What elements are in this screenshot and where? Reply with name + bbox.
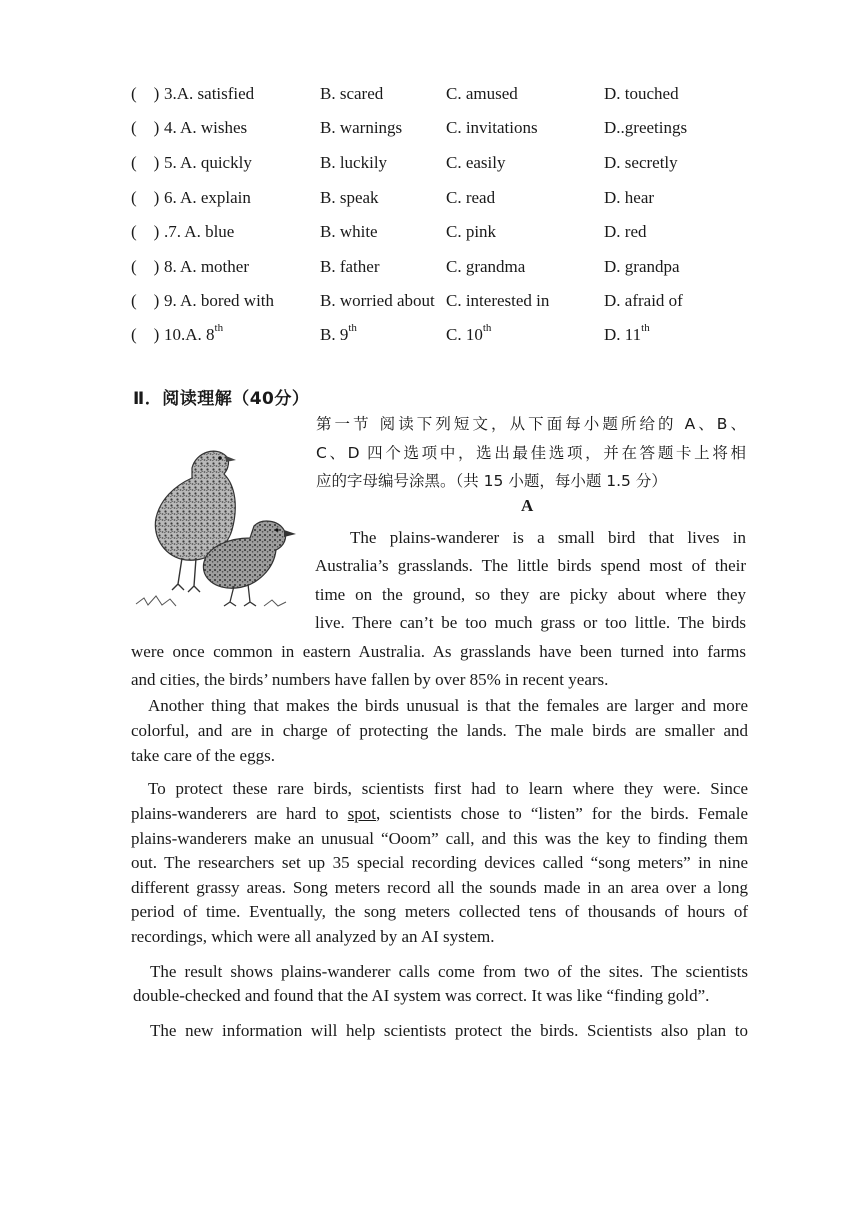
passage-letter: A (521, 496, 534, 515)
option-b: B. speak (320, 188, 379, 207)
answer-blank: ( ) (131, 84, 160, 103)
answer-blank: ( ) (131, 325, 160, 344)
passage-line: To protect these rare birds, scientists first had to learn where they were. Since (148, 779, 748, 798)
passage-line: The plains-wanderer is a small bird that lives in (350, 528, 746, 547)
ordinal-suffix: th (348, 322, 357, 335)
option-d (604, 322, 650, 348)
option-d: D. secretly (604, 153, 678, 172)
passage-line: were once common in eastern Australia. As grasslands have been turned into farms (131, 642, 746, 661)
question-row (131, 150, 771, 176)
passage-line: plains-wanderers make an unusual “Ooom” call, and this was the key to finding them (131, 829, 748, 848)
option-b: B. luckily (320, 153, 388, 172)
option-c-text: C. 10 (446, 325, 483, 344)
answer-blank: ( ) (131, 188, 160, 207)
instruction-line: C、D 四个选项中，选出最佳选项，并在答题卡上将相 (316, 444, 746, 462)
ordinal-suffix: th (214, 322, 224, 335)
passage-line: The result shows plains-wanderer calls come from two of the sites. The scientists (150, 962, 748, 981)
question-row (131, 254, 771, 280)
passage-line: out. The researchers set up 35 special recording devices called “song meters” in nine (131, 853, 748, 872)
passage-line: double-checked and found that the AI system was correct. It was like “finding gold”. (133, 986, 710, 1005)
passage-line: recordings, which were all analyzed by an AI system. (131, 927, 495, 946)
option-a-text: 10.A. 8 (164, 325, 215, 344)
option-a: .7. A. blue (164, 222, 235, 241)
passage-line: time on the ground, so they are picky about where they (315, 585, 746, 604)
question-row (131, 81, 771, 107)
option-c: C. interested in (446, 291, 550, 310)
passage-line: take care of the eggs. (131, 746, 275, 765)
option-a: 6. A. explain (164, 188, 251, 207)
option-b: B. warnings (320, 118, 403, 137)
instruction-line: 应的字母编号涂黑。（共 15 小题，每小题 1.5 分） (316, 472, 667, 490)
answer-blank: ( ) (131, 257, 160, 276)
option-d: D. touched (604, 84, 679, 103)
section-title: Ⅱ．阅读理解（40分） (133, 389, 310, 409)
option-d: D. red (604, 222, 647, 241)
option-c (446, 322, 491, 348)
option-d: D. grandpa (604, 257, 680, 276)
option-d: D..greetings (604, 118, 688, 137)
option-a: 8. A. mother (164, 257, 249, 276)
question-row (131, 219, 771, 245)
question-row (131, 115, 771, 141)
underlined-word: spot (347, 804, 376, 823)
option-c: C. pink (446, 222, 497, 241)
option-d-text: D. 11 (604, 325, 642, 344)
passage-line: live. There can’t be too much grass or too little. The birds (315, 613, 746, 632)
option-a: 5. A. quickly (164, 153, 252, 172)
passage-line: and cities, the birds’ numbers have fallen by over 85% in recent years. (131, 670, 609, 689)
option-d: D. hear (604, 188, 655, 207)
option-c: C. amused (446, 84, 518, 103)
question-row (131, 185, 771, 211)
ordinal-suffix: th (482, 322, 492, 335)
question-row (131, 322, 771, 348)
option-c: C. invitations (446, 118, 538, 137)
option-b: B. father (320, 257, 380, 276)
instruction-line: 第一节 阅读下列短文，从下面每小题所给的 A、B、 (316, 415, 746, 433)
question-row (131, 288, 771, 314)
passage-text: , scientists chose to “listen” for the birds. Female (376, 804, 748, 823)
option-b: B. white (320, 222, 378, 241)
answer-blank: ( ) (131, 118, 160, 137)
option-b (320, 322, 357, 348)
option-a: 3.A. satisfied (164, 84, 255, 103)
option-a (164, 322, 223, 348)
passage-line: Another thing that makes the birds unusual is that the females are larger and more (148, 696, 748, 715)
answer-blank: ( ) (131, 222, 160, 241)
passage-line: Australia’s grasslands. The little birds spend most of their (315, 556, 746, 575)
option-a: 9. A. bored with (164, 291, 275, 310)
plains-wanderer-illustration (134, 438, 304, 610)
option-d: D. afraid of (604, 291, 683, 310)
passage-line: colorful, and are in charge of protecting the lands. The male birds are smaller and (131, 721, 748, 740)
option-b-text: B. 9 (320, 325, 349, 344)
ordinal-suffix: th (641, 322, 650, 335)
passage-line: different grassy areas. Song meters record all the sounds made in an area over a long (131, 878, 748, 897)
option-a: 4. A. wishes (164, 118, 248, 137)
option-c: C. grandma (446, 257, 526, 276)
option-b: B. worried about (320, 291, 435, 310)
option-c: C. easily (446, 153, 506, 172)
passage-line: period of time. Eventually, the song meters collected tens of thousands of hours of (131, 902, 748, 921)
option-c: C. read (446, 188, 496, 207)
answer-blank: ( ) (131, 291, 160, 310)
option-b: B. scared (320, 84, 384, 103)
answer-blank: ( ) (131, 153, 160, 172)
passage-line: The new information will help scientists protect the birds. Scientists also plan to (150, 1021, 748, 1040)
passage-text: plains-wanderers are hard to (131, 804, 348, 823)
